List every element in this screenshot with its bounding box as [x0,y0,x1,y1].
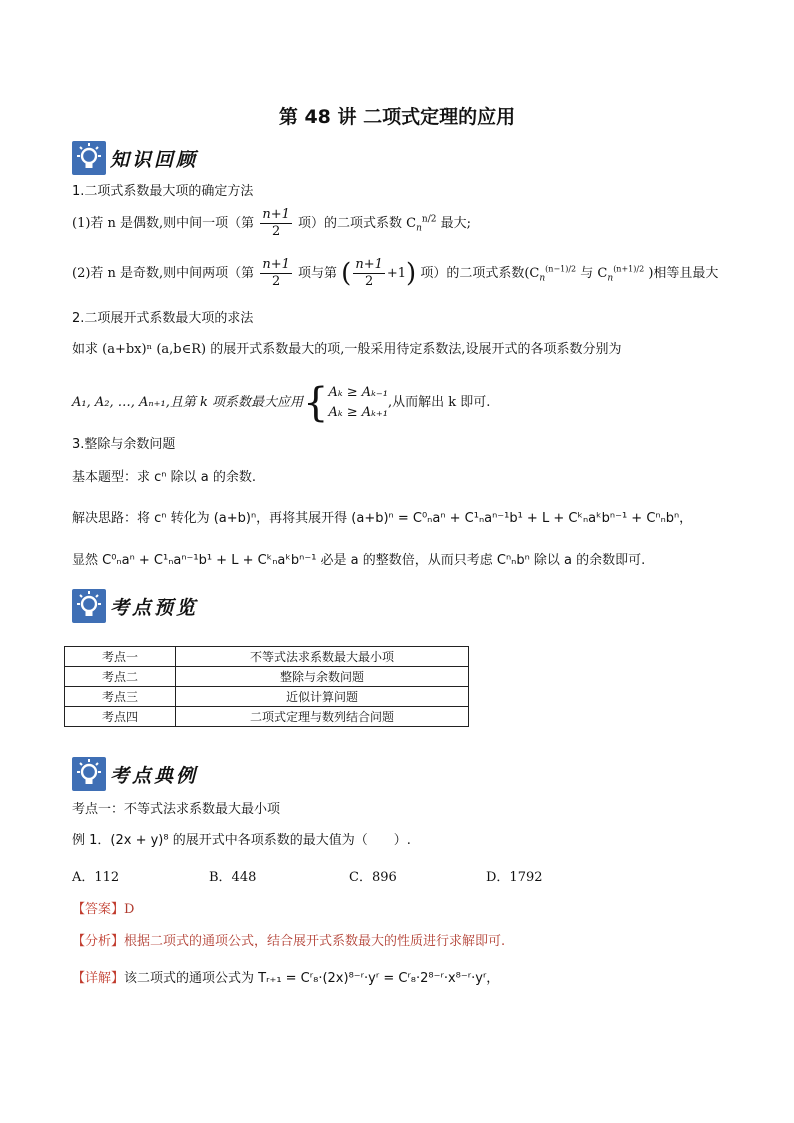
inequality-1: Aₖ ≥ Aₖ₋₁ [328,385,388,400]
lightbulb-icon [72,589,106,623]
page-title: 第 48 讲 二项式定理的应用 [278,106,516,128]
fraction-numerator: n+1 [262,207,290,222]
inequality-system [328,383,388,423]
lightbulb-icon [72,757,106,791]
answer-value: D [124,902,135,917]
rule2-text-f: )相等且最大 [648,266,719,281]
table-row [65,647,469,667]
table-cell-point: 考点三 [65,687,176,707]
section-label-preview: 考点预览 [110,596,199,619]
example-detail [72,970,499,988]
table-row [65,707,469,727]
table-cell-topic: 不等式法求系数最大最小项 [176,647,469,667]
review-para-4 [72,380,491,426]
para4-text-b: ,从而解出 k 即可. [387,395,491,410]
rule1-text-b: 项）的二项式系数 C [298,216,417,231]
lightbulb-icon [72,141,106,175]
left-brace: { [303,380,329,426]
review-para-7: 显然 C⁰ₙaⁿ + C¹ₙaⁿ⁻¹b¹ + L + Cᵏₙaᵏbⁿ⁻¹ 必是 a 的整数倍，从而只考虑 Cⁿₙbⁿ 除以 a 的余数即可. [72,553,646,568]
rule2-plus-one: +1 [386,266,407,281]
section-label-examples: 考点典例 [110,764,199,787]
review-heading-1: 1.二项式系数最大项的确定方法 [72,184,254,199]
analysis-tag: 【分析】 [72,934,125,949]
table-cell-point: 考点一 [65,647,176,667]
section-header-examples [72,756,198,792]
review-para-3: 如求 (a+bx)ⁿ (a,b∈R) 的展开式系数最大的项,一般采用待定系数法,设展开式的各项系数分别为 [72,342,622,357]
example-answer [72,901,134,919]
rule1-fraction [260,207,292,240]
option-c: C．896 [349,870,397,885]
fraction-denominator: 2 [271,274,281,289]
rule1-text-a: (1)若 n 是偶数,则中间一项（第 [72,216,255,231]
table-cell-topic: 二项式定理与数列结合问题 [176,707,469,727]
rule2-text-e: 与 C [580,266,608,281]
rule2-text-b: 项与第 [298,266,338,281]
review-rule-1: (1)若 n 是偶数,则中间一项（第 $\frac{n+1}{2}$ 项）的二项式系数 $C_n^{n/2}$ 最大; [72,207,471,239]
fraction-denominator: 2 [364,274,374,289]
table-cell-point: 考点二 [65,667,176,687]
table-cell-topic: 近似计算问题 [176,687,469,707]
rule2-fraction-1 [260,257,292,290]
table-cell-point: 考点四 [65,707,176,727]
fraction-numerator: n+1 [262,257,290,272]
rule2-text-a: (2)若 n 是奇数,则中间两项（第 [72,266,255,281]
rule1-text-c: 最大; [440,216,471,231]
rule2-text-d: 项）的二项式系数(C [420,266,540,281]
rule2-fraction-2 [353,257,385,290]
option-b: B．448 [209,870,257,885]
option-d: D．1792 [486,870,543,885]
answer-tag: 【答案】 [72,902,125,917]
example-point-heading: 考点一：不等式法求系数最大最小项 [72,802,281,817]
table-cell-topic: 整除与余数问题 [176,667,469,687]
review-heading-3: 3.整除与余数问题 [72,437,176,452]
inequality-2: Aₖ ≥ Aₖ₊₁ [328,405,388,420]
fraction-numerator: n+1 [355,257,383,272]
section-label-review: 知识回顾 [110,148,199,171]
section-header-preview [72,588,198,624]
detail-tag: 【详解】 [72,971,125,986]
review-para-5: 基本题型：求 cⁿ 除以 a 的余数. [72,470,256,485]
preview-table [64,646,469,727]
option-a: A．112 [72,870,120,885]
table-row [65,687,469,707]
example-question: 例 1．(2x + y)⁸ 的展开式中各项系数的最大值为（ ）. [72,833,411,848]
detail-text: 该二项式的通项公式为 Tᵣ₊₁ = Cʳ₈·(2x)⁸⁻ʳ·yʳ = Cʳ₈·2⁸⁻ʳ·x⁸⁻ʳ·yʳ， [124,971,500,986]
review-heading-2: 2.二项展开式系数最大项的求法 [72,311,254,326]
example-analysis [72,933,505,951]
review-para-6: 解决思路：将 cⁿ 转化为 (a+b)ⁿ，再将其展开得 (a+b)ⁿ = C⁰ₙaⁿ + C¹ₙaⁿ⁻¹b¹ + L + Cᵏₙaᵏbⁿ⁻¹ + Cⁿₙbⁿ， [72,511,693,526]
para4-text-a: A₁, A₂, …, Aₙ₊₁,且第 k 项系数最大应用 [72,395,303,410]
fraction-denominator: 2 [271,224,281,239]
review-rule-2: (2)若 n 是奇数,则中间两项（第 $\frac{n+1}{2}$ 项与第 ( $\frac{n+1}{2}$ +1) 项）的二项式系数($C_n^{(n-1)/2}$ 与 $C_n^{(n+1)/2}$ )相等且最大 [72,257,719,289]
table-row [65,667,469,687]
analysis-text: 根据二项式的通项公式，结合展开式系数最大的性质进行求解即可. [124,934,506,949]
section-header-review [72,140,198,176]
